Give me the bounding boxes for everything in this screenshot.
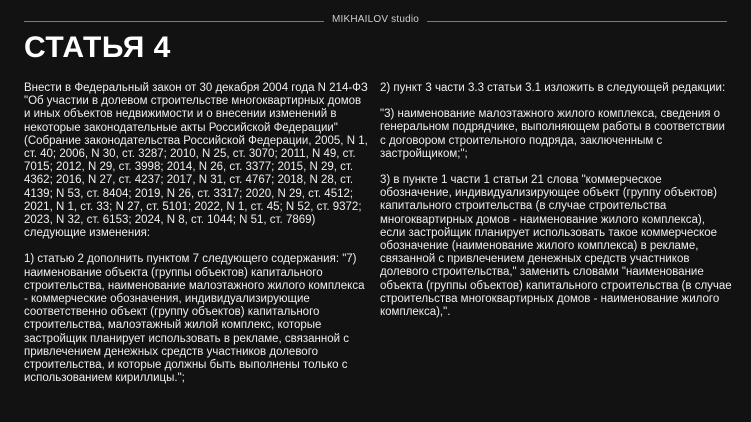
paragraph: "3) наименование малоэтажного жилого комплекса, сведения о генеральном подрядчике, выполняющем работы в соответствии с договором строительного подряда, заключенным с застройщиком;"; <box>380 108 725 160</box>
top-divider-right <box>427 21 727 22</box>
top-divider-left <box>24 21 324 22</box>
paragraph: 1) статью 2 дополнить пунктом 7 следующего содержания: "7) наименование объекта (группы объектов) капитального строительства, наименование малоэтажного жилого комплекса - коммерческие обозначения, индивидуализирующие соответственно объект (группу объектов) капитального строительства, малоэтажный жилой комплекс, которые застройщик планирует использовать в рекламе, связанной с привлечением денежных средств участников долевого строительства, и которые должны быть выполнены только с использованием кириллицы."; <box>24 253 365 385</box>
page-title: СТАТЬЯ 4 <box>24 31 171 64</box>
right-column <box>380 82 732 319</box>
brand-label: MIKHAILOV studio <box>331 14 420 25</box>
left-column <box>24 82 370 385</box>
paragraph: 2) пункт 3 части 3.3 статьи 3.1 изложить в следующей редакции: <box>380 82 726 94</box>
paragraph: 3) в пункте 1 части 1 статьи 21 слова "коммерческое обозначение, индивидуализирующее объект (группу объектов) капитального строительства (в случае строительства многоквартирных домов - наименование жилого комплекса), если застройщик планирует использовать такое коммерческое обозначение (наименование жилого комплекса) в рекламе, связанной с привлечением денежных средств участников долевого строительства," заменить словами "наименование объекта (группы объектов) капитального строительства (в случае строительства многоквартирных домов - наименование жилого комплекса),". <box>380 174 732 319</box>
top-bar <box>24 12 727 30</box>
paragraph: Внести в Федеральный закон от 30 декабря 2004 года N 214-ФЗ "Об участии в долевом строительстве многоквартирных домов и иных объектов недвижимости и о внесении изменений в некоторые законодательные акты Российской Федерации" (Собрание законодательства Российской Федерации, 2005, N 1, ст. 40; 2006, N 30, ст. 3287; 2010, N 25, ст. 3070; 2011, N 49, ст. 7015; 2012, N 29, ст. 3998; 2014, N 26, ст. 3377; 2015, N 29, ст. 4362; 2016, N 27, ст. 4237; 2017, N 31, ст. 4767; 2018, N 28, ст. 4139; N 53, ст. 8404; 2019, N 26, ст. 3317; 2020, N 29, ст. 4512; 2021, N 1, ст. 33; N 27, ст. 5101; 2022, N 1, ст. 45; N 52, ст. 9372; 2023, N 32, ст. 6153; 2024, N 8, ст. 1044; N 51, ст. 7869) следующие изменения: <box>24 82 368 240</box>
